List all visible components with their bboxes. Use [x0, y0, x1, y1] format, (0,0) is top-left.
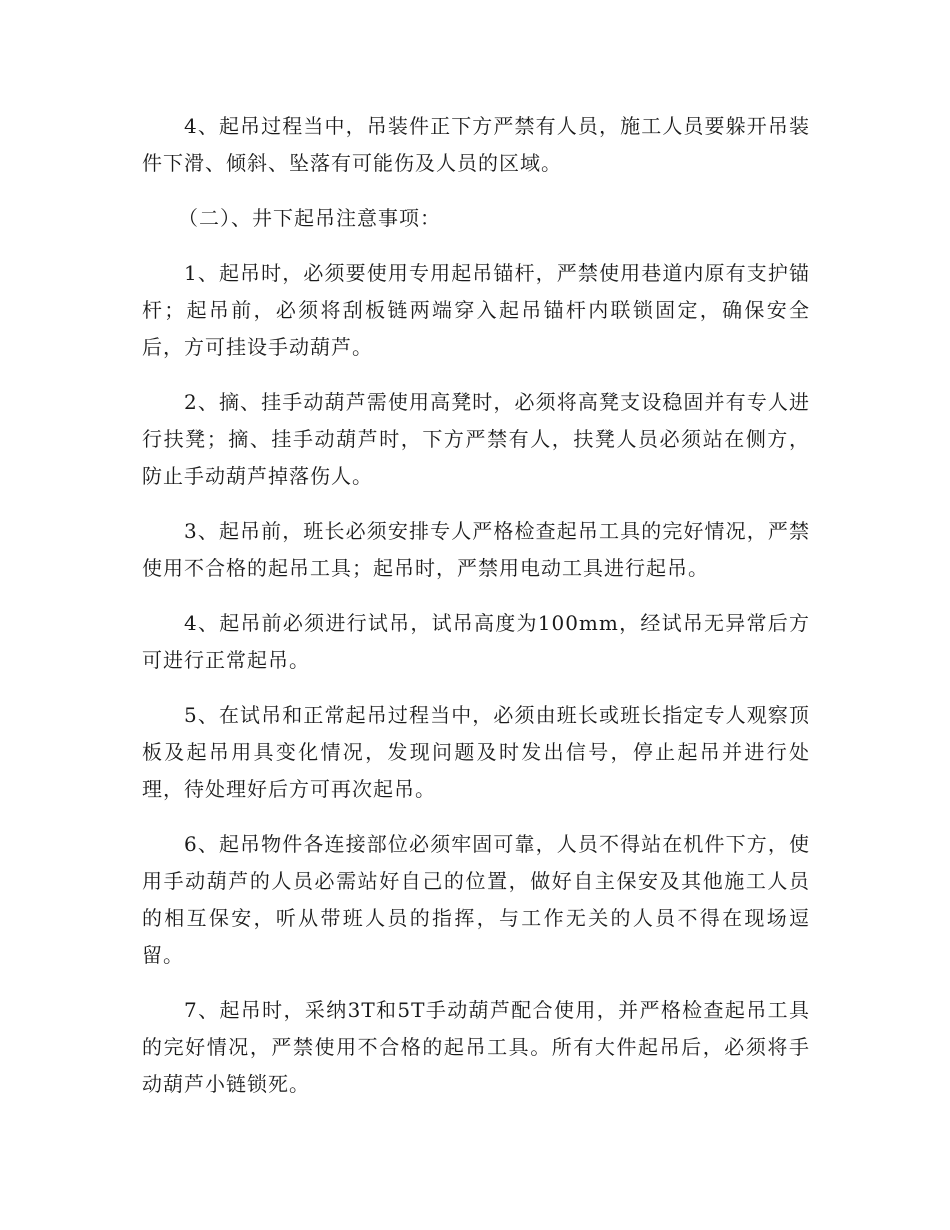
section-heading-underground-lifting: （二）、井下起吊注意事项： [178, 206, 441, 230]
paragraph-item-4-trial-lift: 4、起吊前必须进行试吊，试吊高度为100mm，经试吊无异常后方可进行正常起吊。 [142, 611, 810, 672]
paragraph-item-7-hoists: 7、起吊时，采纳3T和5T手动葫芦配合使用，并严格检查起吊工具的完好情况，严禁使用不合格的起吊工具。所有大件起吊后，必须将手动葫芦小链锁死。 [142, 998, 810, 1096]
paragraph-item-2-high-stool: 2、摘、挂手动葫芦需使用高凳时，必须将高凳支设稳固并有专人进行扶凳；摘、挂手动葫芦时，下方严禁有人，扶凳人员必须站在侧方，防止手动葫芦掉落伤人。 [142, 390, 810, 488]
paragraph-item-4-lifting-process: 4、起吊过程当中，吊装件正下方严禁有人员，施工人员要躲开吊装件下滑、倾斜、坠落有可能伤及人员的区域。 [142, 114, 810, 175]
paragraph-item-3-tool-inspection: 3、起吊前，班长必须安排专人严格检查起吊工具的完好情况，严禁使用不合格的起吊工具；起吊时，严禁用电动工具进行起吊。 [142, 519, 810, 580]
paragraph-item-6-connections: 6、起吊物件各连接部位必须牢固可靠，人员不得站在机件下方，使用手动葫芦的人员必需站好自己的位置，做好自主保安及其他施工人员的相互保安，听从带班人员的指挥，与工作无关的人员不得在现场逗留。 [142, 832, 810, 967]
paragraph-item-5-observation: 5、在试吊和正常起吊过程当中，必须由班长或班长指定专人观察顶板及起吊用具变化情况，发现问题及时发出信号，停止起吊并进行处理，待处理好后方可再次起吊。 [142, 703, 810, 801]
paragraph-item-1-anchor-rod: 1、起吊时，必须要使用专用起吊锚杆，严禁使用巷道内原有支护锚杆；起吊前，必须将刮板链两端穿入起吊锚杆内联锁固定，确保安全后，方可挂设手动葫芦。 [142, 261, 810, 359]
document-body [142, 108, 810, 1121]
